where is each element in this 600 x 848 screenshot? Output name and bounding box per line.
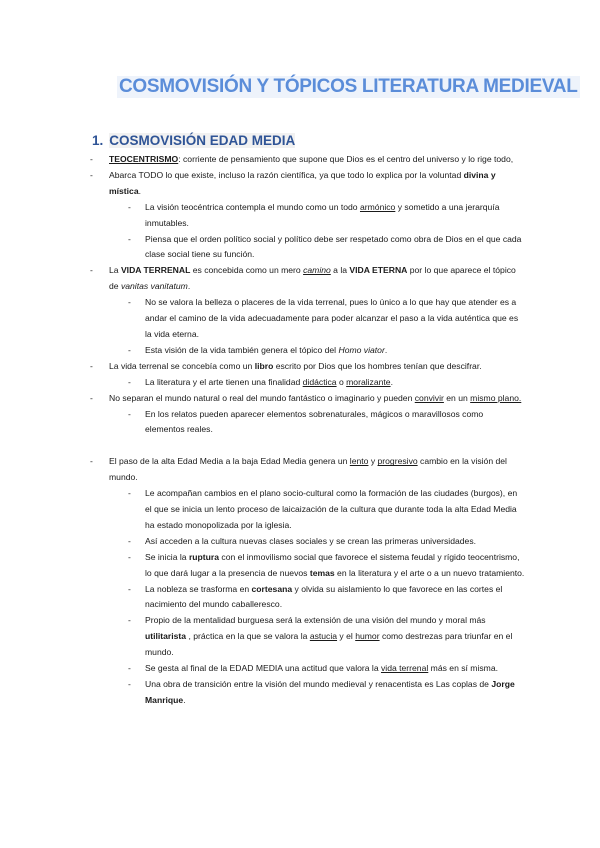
bullet-item <box>0 391 525 407</box>
text-run: y el <box>337 631 356 642</box>
sub-bullet-item <box>0 677 525 709</box>
text-run: Le acompañan cambios en el plano socio-cultural como la formación de las ciudades (burgos), en el que se inicia un lento proceso de laicaización de la cultura que durante toda la alta Edad Media ha estado monopolizada por la iglesia. <box>145 488 518 530</box>
bullet-dash: - <box>128 376 131 387</box>
text-run: No se valora la belleza o placeres de la vida terrenal, pues lo único a lo que hay que atender es a andar el camino de la vida adecuadamente para poder alcanzar el paso a la vida auténtica que es la vida eterna. <box>145 297 519 339</box>
text-run: astucia <box>309 631 338 642</box>
text-run: y sometido a una jerarquía inmutables. <box>145 201 500 228</box>
bullet-dash: - <box>128 551 131 562</box>
text-run: La vida terrenal se concebía como un <box>109 360 255 371</box>
paragraph-gap <box>0 438 600 454</box>
text-run: . <box>183 694 186 705</box>
bullet-dash: - <box>128 615 131 626</box>
sub-bullet-item <box>0 232 525 264</box>
bullet-dash: - <box>128 583 131 594</box>
text-run: temas <box>309 567 335 578</box>
bullet-dash: - <box>128 663 131 674</box>
bullet-dash: - <box>128 679 131 689</box>
sub-bullet-item <box>0 343 525 359</box>
bullet-item <box>0 454 525 486</box>
text-run: lento <box>349 456 369 467</box>
section-title: COSMOVISIÓN EDAD MEDIA <box>109 133 296 148</box>
sub-bullet-item <box>0 661 525 677</box>
text-run: utilitarista <box>145 631 187 642</box>
bullet-dash: - <box>90 154 93 164</box>
text-run: VIDA ETERNA <box>349 265 408 276</box>
sub-bullet-item <box>0 534 525 550</box>
text-run: convivir <box>414 392 444 403</box>
bullet-dash: - <box>90 169 93 180</box>
text-run: . <box>390 376 393 387</box>
text-run: Se inicia la <box>145 551 189 562</box>
sub-bullet-item <box>0 486 525 534</box>
text-run: Piensa que el orden político social y político debe ser respetado como obra de Dios en el que cada clase social tiene su función. <box>145 233 522 260</box>
text-run: como destrezas para triunfar en el mundo. <box>145 631 513 658</box>
text-run: , práctica en la que se valora la <box>186 631 310 642</box>
text-run: . <box>138 185 142 196</box>
text-run: mismo plano. <box>470 392 522 403</box>
text-run: libro <box>254 360 274 371</box>
bullet-item <box>0 263 525 295</box>
text-run: humor <box>355 631 380 642</box>
text-run: vida terrenal <box>380 663 429 674</box>
sub-bullet-item <box>0 582 525 614</box>
bullet-dash: - <box>128 488 131 499</box>
text-run: La nobleza se trasforma en <box>145 583 252 594</box>
text-run: Esta visión de la vida también genera el tópico del <box>145 344 339 355</box>
text-run: El paso de la alta Edad Media a la baja Edad Media genera un <box>109 456 350 467</box>
text-run: TEOCENTRISMO <box>109 154 179 164</box>
text-run: Homo viator <box>338 344 385 355</box>
sub-bullet-item <box>0 200 525 232</box>
sub-bullet-item <box>0 407 525 439</box>
text-run: en un <box>443 392 471 403</box>
text-run: La <box>109 265 121 276</box>
text-run: y olvida su aislamiento lo que favorece en las cortes el nacimiento del mundo caballeresco. <box>145 583 503 610</box>
text-run: o <box>336 376 347 387</box>
bullet-item <box>0 168 525 200</box>
text-run: VIDA TERRENAL <box>120 265 191 276</box>
bullet-dash: - <box>128 408 131 419</box>
text-run: cortesana <box>251 583 293 594</box>
text-run: armónico <box>359 201 396 212</box>
text-run: Se gesta al final de la EDAD MEDIA una actitud que valora la <box>145 663 381 674</box>
text-run: . <box>187 281 191 292</box>
text-run: Una obra de transición entre la visión del mundo medieval y renacentista es Las coplas de <box>145 679 492 689</box>
bullet-dash: - <box>90 456 93 467</box>
bullet-dash: - <box>128 233 131 244</box>
text-run: ruptura <box>188 551 220 562</box>
text-run: Jorge Manrique <box>145 679 515 705</box>
text-run: moralizante <box>346 376 391 387</box>
text-run: Así acceden a la cultura nuevas clases sociales y se crean las primeras universidades. <box>145 535 477 546</box>
bullet-dash: - <box>128 201 131 212</box>
text-run: La visión teocéntrica contempla el mundo como un todo <box>145 201 360 212</box>
bullet-dash: - <box>90 265 93 276</box>
text-run: a la <box>330 265 350 276</box>
document-title: COSMOVISIÓN Y TÓPICOS LITERATURA MEDIEVAL <box>119 76 578 97</box>
text-run: : corriente de pensamiento que supone que Dios es el centro del universo y lo rige todo, <box>178 154 514 164</box>
sub-bullet-item <box>0 375 525 391</box>
text-run: más en sí misma. <box>428 663 499 674</box>
bullet-item <box>0 359 525 375</box>
text-run: vanitas vanitatum <box>120 281 188 292</box>
text-run: Propio de la mentalidad burguesa será la extensión de una visión del mundo y moral más <box>145 615 486 626</box>
text-run: cambio en la visión del mundo. <box>109 456 507 483</box>
bullet-dash: - <box>90 392 93 403</box>
bullet-dash: - <box>128 297 131 308</box>
text-run: por lo que aparece el tópico de <box>109 265 516 292</box>
text-run: didáctica <box>302 376 337 387</box>
text-run: divina y mística <box>109 169 496 196</box>
text-run: En los relatos pueden aparecer elementos sobrenaturales, mágicos o maravillosos como elementos reales. <box>145 408 484 435</box>
bullet-dash: - <box>128 344 131 355</box>
text-run: escrito por Dios que los hombres tenían que descifrar. <box>273 360 482 371</box>
text-run: es concebida como un mero <box>190 265 304 276</box>
text-run: No separan el mundo natural o real del mundo fantástico o imaginario y pueden <box>109 392 415 403</box>
section-number: 1. <box>92 133 104 148</box>
text-run: y <box>368 456 378 467</box>
section-heading <box>92 133 295 148</box>
text-run: con el inmovilismo social que favorece el sistema feudal y rígido teocentrismo, lo que dará lugar a la presencia de nuevos <box>145 551 520 578</box>
text-run: en la literatura y el arte o a un nuevo tratamiento. <box>334 567 525 578</box>
sub-bullet-item <box>0 613 525 661</box>
bullet-dash: - <box>128 535 131 546</box>
text-run: camino <box>303 265 331 276</box>
sub-bullet-item <box>0 550 525 582</box>
text-run: Abarca TODO lo que existe, incluso la razón científica, ya que todo lo explica por la voluntad <box>109 169 464 180</box>
sub-bullet-item <box>0 295 525 343</box>
text-run: progresivo <box>377 456 418 467</box>
text-run: La literatura y el arte tienen una finalidad <box>145 376 303 387</box>
text-run: . <box>384 344 388 355</box>
document-body <box>0 152 600 709</box>
bullet-item <box>0 152 525 168</box>
bullet-dash: - <box>90 360 93 371</box>
